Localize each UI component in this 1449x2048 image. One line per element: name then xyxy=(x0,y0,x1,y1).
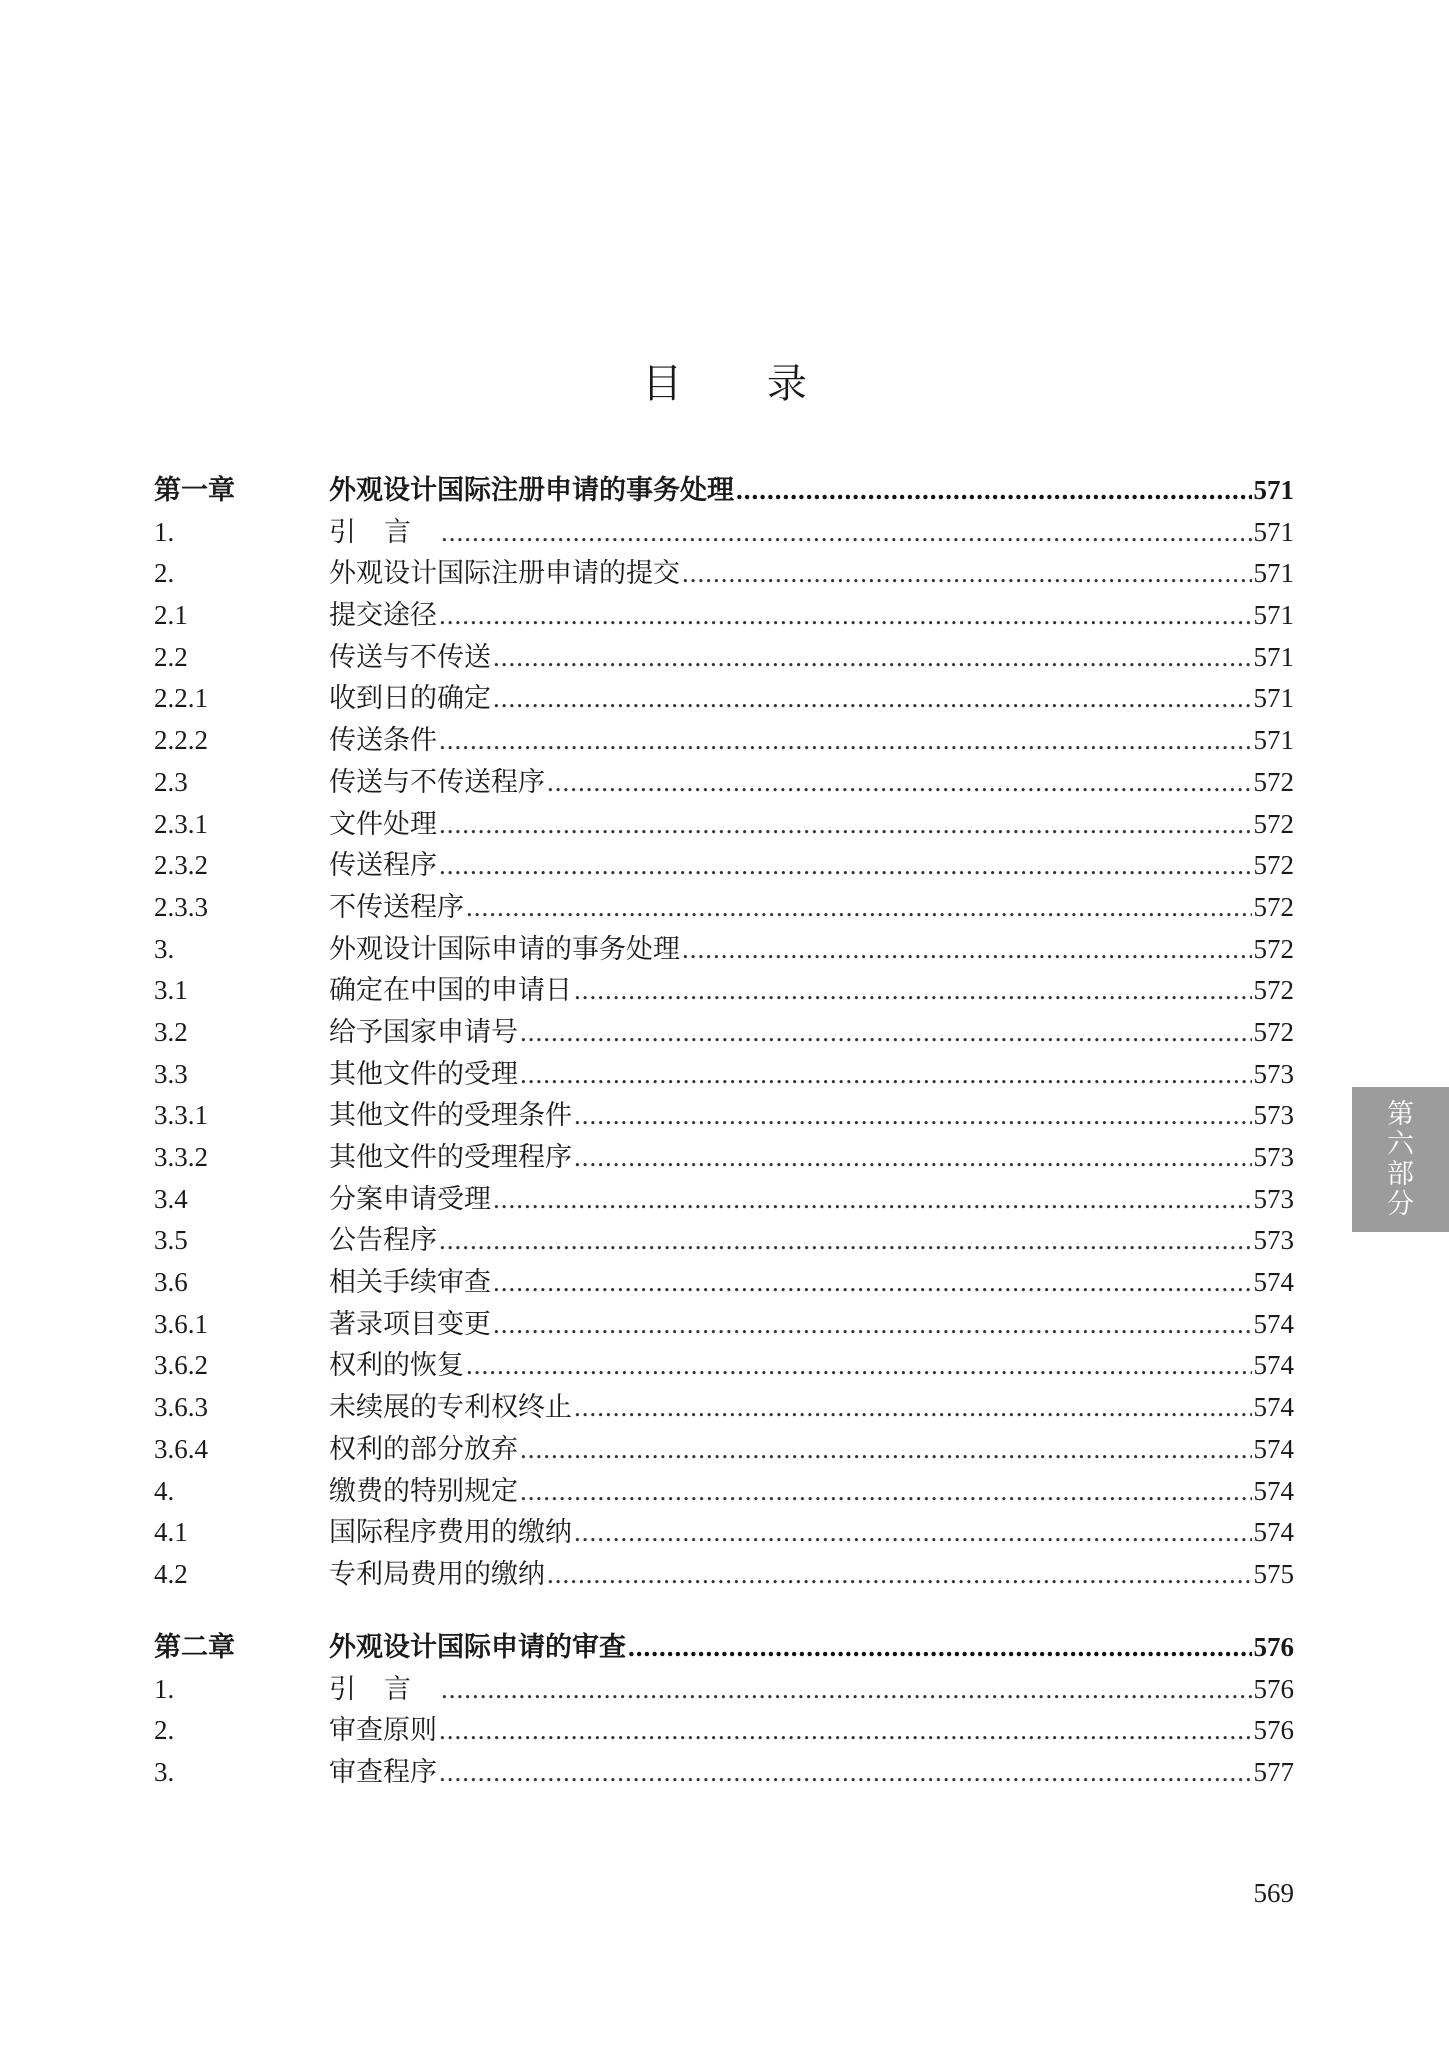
dot-leader xyxy=(439,595,1252,637)
toc-entry[interactable] xyxy=(154,595,1294,637)
toc-entry-page: 575 xyxy=(1253,1558,1294,1589)
toc-entry-page: 574 xyxy=(1253,1433,1294,1464)
toc-entry-page: 576 xyxy=(1253,1673,1294,1704)
dot-leader xyxy=(574,1095,1252,1137)
page-title: 目 录 xyxy=(642,361,843,407)
toc-entry-number: 2.3.1 xyxy=(154,808,208,839)
toc-entry-title: 未续展的专利权终止 xyxy=(329,1392,572,1424)
toc-entry[interactable] xyxy=(154,637,1294,679)
toc-entry-number: 2. xyxy=(154,1715,175,1746)
toc-entry-page: 571 xyxy=(1253,516,1294,547)
toc-entry-page: 572 xyxy=(1253,933,1294,964)
toc-entry-page: 574 xyxy=(1253,1350,1294,1381)
toc-entry-title: 审查程序 xyxy=(329,1757,437,1789)
toc-entry[interactable] xyxy=(154,887,1294,929)
toc-entry-title: 文件处理 xyxy=(329,808,437,840)
toc-entry-number: 第一章 xyxy=(154,475,235,505)
toc-entry[interactable] xyxy=(154,1304,1294,1346)
dot-leader xyxy=(439,1710,1252,1752)
dot-leader xyxy=(466,1345,1252,1387)
toc-chapter-heading[interactable] xyxy=(154,1627,1294,1669)
toc-entry[interactable] xyxy=(154,1095,1294,1137)
toc-entry-title: 不传送程序 xyxy=(329,891,464,923)
toc-entry[interactable] xyxy=(154,1054,1294,1096)
dot-leader xyxy=(736,470,1252,512)
toc-entry-title: 相关手续审查 xyxy=(329,1267,491,1299)
toc-entry-number: 2.3 xyxy=(154,766,188,797)
toc-entry-number: 3.6.4 xyxy=(154,1433,208,1464)
toc-entry-title: 其他文件的受理程序 xyxy=(329,1142,572,1173)
dot-leader xyxy=(574,1512,1252,1554)
toc-entry-page: 571 xyxy=(1253,600,1294,631)
toc-entry-number: 2.1 xyxy=(154,600,188,631)
toc-entry[interactable] xyxy=(154,1012,1294,1054)
toc-entry-page: 571 xyxy=(1253,725,1294,756)
toc-entry-page: 571 xyxy=(1253,683,1294,714)
toc-entry-page: 574 xyxy=(1253,1267,1294,1298)
toc-entry-title: 公告程序 xyxy=(329,1225,437,1257)
toc-entry[interactable] xyxy=(154,1387,1294,1429)
toc-entry[interactable] xyxy=(154,1752,1294,1794)
side-tab-char: 六 xyxy=(1387,1128,1414,1160)
dot-leader xyxy=(520,1054,1252,1096)
toc-chapter-heading[interactable] xyxy=(154,470,1294,512)
toc-entry-number: 3.4 xyxy=(154,1183,188,1214)
toc-entry[interactable] xyxy=(154,970,1294,1012)
toc-entry-number: 3. xyxy=(154,1757,175,1788)
dot-leader xyxy=(682,929,1252,971)
toc-entry[interactable] xyxy=(154,678,1294,720)
toc-entry-title: 权利的部分放弃 xyxy=(329,1433,518,1465)
toc-entry-title: 其他文件的受理 xyxy=(329,1058,518,1090)
toc-entry-number: 第二章 xyxy=(154,1632,235,1662)
toc-entry-number: 2. xyxy=(154,558,175,589)
toc-entry[interactable] xyxy=(154,1554,1294,1596)
toc-entry[interactable] xyxy=(154,1179,1294,1221)
toc-entry-number: 2.2.1 xyxy=(154,683,208,714)
toc-entry-number: 3.3 xyxy=(154,1058,188,1089)
toc-entry[interactable] xyxy=(154,804,1294,846)
toc-entry-page: 573 xyxy=(1253,1058,1294,1089)
toc-entry[interactable] xyxy=(154,1429,1294,1471)
dot-leader xyxy=(493,1179,1252,1221)
toc-entry-page: 571 xyxy=(1253,558,1294,589)
toc-entry[interactable] xyxy=(154,720,1294,762)
toc-entry-number: 2.2.2 xyxy=(154,725,208,756)
toc-entry[interactable] xyxy=(154,1220,1294,1262)
toc-entry-number: 2.2 xyxy=(154,641,188,672)
toc-entry[interactable] xyxy=(154,845,1294,887)
toc-entry-number: 4.1 xyxy=(154,1517,188,1548)
toc-entry[interactable] xyxy=(154,1471,1294,1513)
toc-entry-page: 572 xyxy=(1253,1016,1294,1047)
toc-entry[interactable] xyxy=(154,1262,1294,1304)
toc-entry-number: 3.5 xyxy=(154,1225,188,1256)
side-tab-char: 第 xyxy=(1387,1098,1414,1130)
toc-entry-page: 574 xyxy=(1253,1392,1294,1423)
toc-entry-page: 571 xyxy=(1253,641,1294,672)
dot-leader xyxy=(493,678,1252,720)
toc-entry[interactable] xyxy=(154,1710,1294,1752)
toc-entry-title: 传送条件 xyxy=(329,725,437,757)
toc-entry-page: 571 xyxy=(1253,475,1294,505)
toc-entry-page: 573 xyxy=(1253,1100,1294,1131)
toc-entry-number: 3.3.1 xyxy=(154,1100,208,1131)
dot-leader xyxy=(466,887,1252,929)
toc-entry-page: 574 xyxy=(1253,1308,1294,1339)
toc-entry-page: 576 xyxy=(1253,1715,1294,1746)
toc-entry-page: 572 xyxy=(1253,808,1294,839)
toc-entry-page: 573 xyxy=(1253,1225,1294,1256)
toc-entry-page: 576 xyxy=(1253,1632,1294,1662)
toc-entry-title: 缴费的特别规定 xyxy=(329,1475,518,1507)
toc-entry-title: 其他文件的受理条件 xyxy=(329,1100,572,1132)
dot-leader xyxy=(439,845,1252,887)
toc-entry-title: 专利局费用的缴纳 xyxy=(329,1558,545,1590)
dot-leader xyxy=(441,1669,1252,1711)
side-tab-char: 部 xyxy=(1387,1158,1414,1190)
dot-leader xyxy=(493,1262,1252,1304)
toc-entry-title: 外观设计国际申请的事务处理 xyxy=(329,933,680,965)
toc-entry-number: 3. xyxy=(154,933,175,964)
toc-entry-title: 审查原则 xyxy=(329,1715,437,1747)
toc-entry-number: 3.3.2 xyxy=(154,1142,208,1172)
toc-entry-page: 574 xyxy=(1253,1475,1294,1506)
toc-entry-title: 外观设计国际注册申请的事务处理 xyxy=(329,475,734,506)
toc-entry-page: 572 xyxy=(1253,975,1294,1006)
dot-leader xyxy=(574,970,1252,1012)
toc-entry-page: 572 xyxy=(1253,891,1294,922)
toc-entry-page: 574 xyxy=(1253,1517,1294,1548)
toc-entry[interactable] xyxy=(154,512,1294,554)
toc-entry-title: 给予国家申请号 xyxy=(329,1016,518,1048)
dot-leader xyxy=(547,762,1252,804)
toc-entry-title: 传送程序 xyxy=(329,850,437,882)
toc-entry-title: 外观设计国际申请的审查 xyxy=(329,1632,626,1663)
toc-entry-number: 2.3.3 xyxy=(154,891,208,922)
dot-leader xyxy=(520,1012,1252,1054)
dot-leader xyxy=(520,1471,1252,1513)
toc-entry[interactable] xyxy=(154,1345,1294,1387)
toc-entry-number: 3.6.3 xyxy=(154,1392,208,1423)
toc-entry-number: 3.2 xyxy=(154,1016,188,1047)
toc-entry-number: 4. xyxy=(154,1475,175,1506)
dot-leader xyxy=(439,1220,1252,1262)
toc-entry-number: 3.6.1 xyxy=(154,1308,208,1339)
toc-entry-title: 引言 xyxy=(329,516,439,548)
toc-chapter-1 xyxy=(154,470,1294,1596)
toc-entry-page: 572 xyxy=(1253,766,1294,797)
page-number: 569 xyxy=(1253,1878,1294,1908)
toc-entry-title: 提交途径 xyxy=(329,600,437,632)
toc-entry[interactable] xyxy=(154,1512,1294,1554)
dot-leader xyxy=(682,553,1252,595)
dot-leader xyxy=(493,1304,1252,1346)
toc-entry-title: 传送与不传送程序 xyxy=(329,766,545,798)
toc-entry-number: 3.6.2 xyxy=(154,1350,208,1381)
dot-leader xyxy=(439,1752,1252,1794)
toc-chapter-2 xyxy=(154,1627,1294,1794)
toc-entry[interactable] xyxy=(154,929,1294,971)
dot-leader xyxy=(493,637,1252,679)
toc-entry-page: 577 xyxy=(1253,1757,1294,1788)
side-tab-char: 分 xyxy=(1387,1188,1414,1220)
toc-entry-number: 3.1 xyxy=(154,975,188,1006)
toc-entry-title: 外观设计国际注册申请的提交 xyxy=(329,558,680,590)
toc-entry-page: 573 xyxy=(1253,1142,1294,1172)
toc-entry-number: 4.2 xyxy=(154,1558,188,1589)
toc-entry-title: 确定在中国的申请日 xyxy=(329,975,572,1007)
toc-entry-title: 引言 xyxy=(329,1673,439,1705)
toc-entry-title: 传送与不传送 xyxy=(329,641,491,673)
toc-entry-page: 573 xyxy=(1253,1183,1294,1214)
dot-leader xyxy=(574,1387,1252,1429)
dot-leader xyxy=(520,1429,1252,1471)
toc-entry[interactable] xyxy=(154,1137,1294,1179)
toc-entry-title: 国际程序费用的缴纳 xyxy=(329,1517,572,1549)
toc-entry-title: 收到日的确定 xyxy=(329,683,491,715)
toc-entry[interactable] xyxy=(154,1669,1294,1711)
dot-leader xyxy=(441,512,1252,554)
toc-entry[interactable] xyxy=(154,762,1294,804)
dot-leader xyxy=(574,1137,1252,1179)
dot-leader xyxy=(439,804,1252,846)
toc-entry-number: 1. xyxy=(154,516,175,547)
toc-entry-number: 2.3.2 xyxy=(154,850,208,881)
toc-entry-title: 分案申请受理 xyxy=(329,1183,491,1215)
section-side-tab xyxy=(1352,1087,1449,1232)
toc-entry-title: 著录项目变更 xyxy=(329,1308,491,1340)
dot-leader xyxy=(547,1554,1252,1596)
toc-entry-title: 权利的恢复 xyxy=(329,1350,464,1382)
toc-entry-page: 572 xyxy=(1253,850,1294,881)
dot-leader xyxy=(439,720,1252,762)
toc-entry-number: 1. xyxy=(154,1673,175,1704)
toc-entry-number: 3.6 xyxy=(154,1267,188,1298)
dot-leader xyxy=(628,1627,1252,1669)
toc-entry[interactable] xyxy=(154,553,1294,595)
